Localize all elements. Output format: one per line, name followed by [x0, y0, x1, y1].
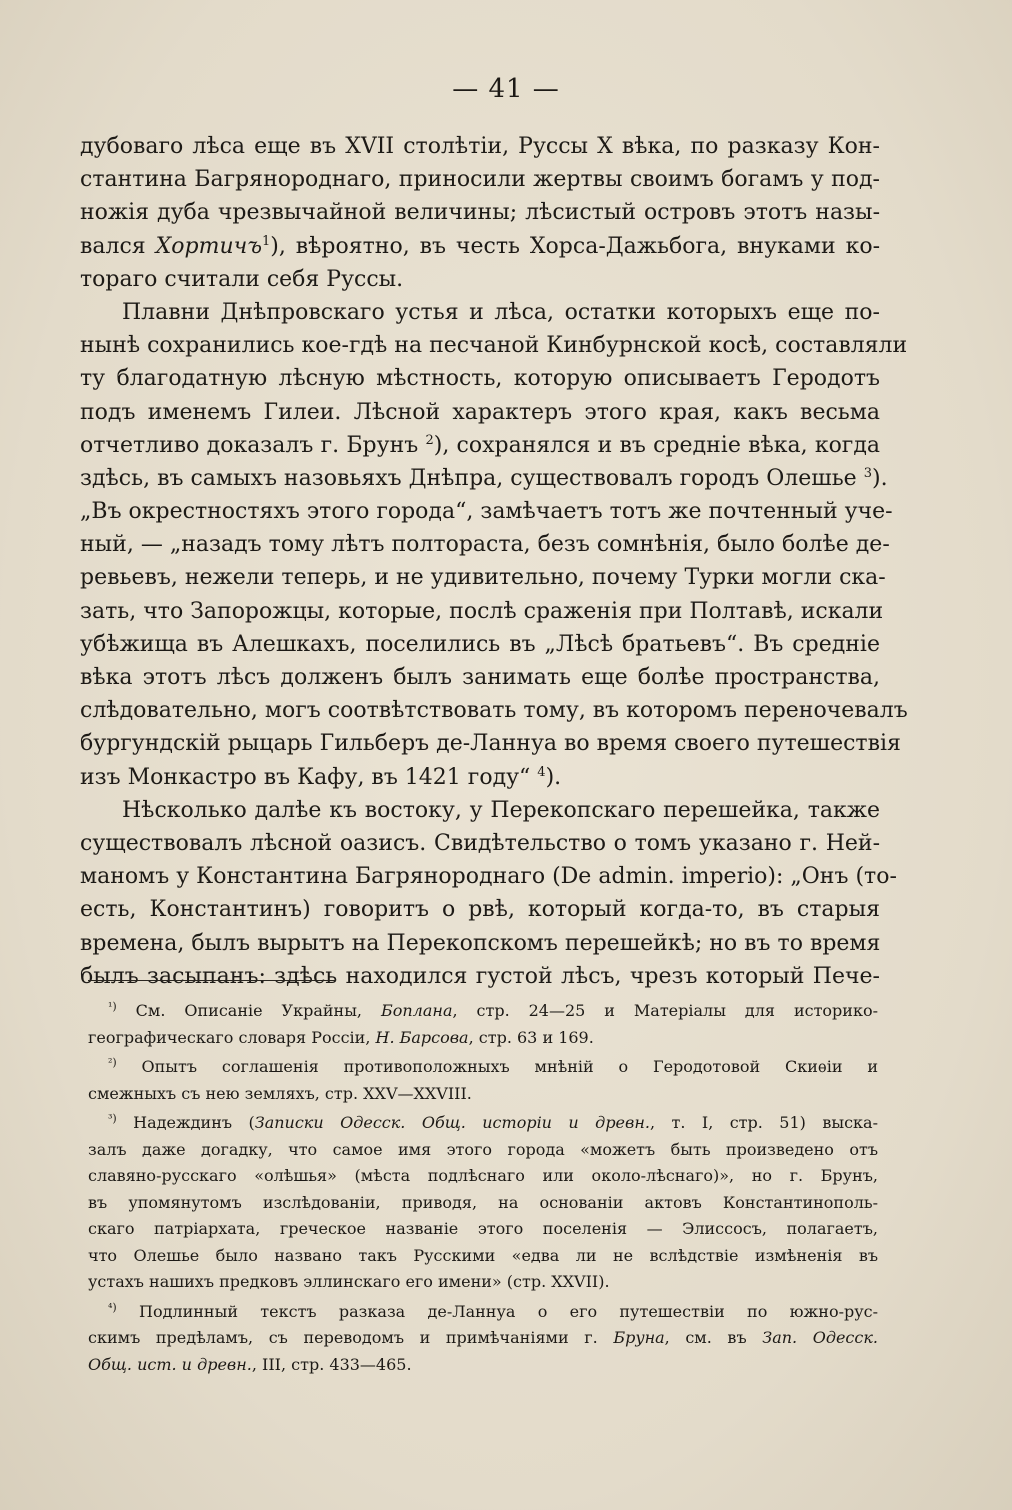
italic-term: Хортичъ [155, 233, 262, 259]
footnote-line: географическаго словаря Россіи, Н. Барсова, стр. 63 и 169. [88, 1027, 594, 1047]
italic-citation: Н. Барсова [375, 1027, 469, 1047]
text-line: „Въ окрестностяхъ этого города“, замѣчаетъ тотъ же почтенный уче- [80, 499, 893, 525]
text-line: стантина Багрянороднаго, приносили жертвы своимъ богамъ у под- [80, 167, 880, 193]
footnote-divider [88, 980, 336, 981]
text-line: здѣсь, въ самыхъ назовьяхъ Днѣпра, существовалъ городъ Олешье $^3$). [80, 465, 888, 491]
text-line: тораго считали себя Руссы. [80, 266, 404, 292]
footnote-line: смежныхъ съ нею земляхъ, стр. XXV—XXVIII. [88, 1083, 472, 1103]
footnote-line: въ упомянутомъ изслѣдованіи, приводя, на основаніи актовъ Константинополь- [88, 1192, 878, 1212]
footnote-line: славяно-русскаго «олѣшья» (мѣста подлѣснаго или около-лѣснаго)», но г. Брунъ, [88, 1166, 878, 1185]
footnotes [88, 995, 878, 1378]
text-line: ту благодатную лѣсную мѣстность, которую описываетъ Геродотъ [80, 366, 880, 392]
main-text [80, 130, 908, 993]
text-line: былъ засыпанъ: здѣсь находился густой лѣсъ, чрезъ который Пече- [80, 963, 880, 989]
footnote-line: $^{^2)}$ Опытъ соглашенія противоположныхъ мнѣній о Геродотовой Скиѳіи и [108, 1056, 878, 1076]
text-line: Плавни Днѣпровскаго устья и лѣса, остатки которыхъ еще по- [122, 299, 880, 325]
footnote-reference: 4 [537, 764, 546, 780]
footnote-line: Общ. ист. и древн., III, стр. 433—465. [88, 1354, 412, 1374]
footnote-marker: ³) [108, 1112, 117, 1125]
text-line: существовалъ лѣсной оазисъ. Свидѣтельство о томъ указано г. Ней- [80, 830, 880, 856]
text-line: подъ именемъ Гилеи. Лѣсной характеръ этого края, какъ весьма [80, 399, 880, 425]
footnote-line: скимъ предѣламъ, съ переводомъ и примѣчаніями г. Бруна, см. въ Зап. Одесск. [88, 1328, 878, 1347]
footnote-line: $^{^1)}$ См. Описаніе Украйны, Боплана, стр. 24—25 и Матеріалы для историко- [108, 1000, 879, 1020]
footnote-reference: 3 [863, 465, 872, 481]
footnote-reference: 1 [261, 233, 271, 249]
text-line: отчетливо доказалъ г. Брунъ $^2$), сохранялся и въ средніе вѣка, когда [80, 432, 880, 458]
footnote-reference: 2 [425, 432, 434, 448]
footnote-line: $^{^3)}$ Надеждинъ (Записки Одесск. Общ. исторіи и древн., т. I, стр. 51) выска- [108, 1112, 878, 1132]
text-line: дубоваго лѣса еще въ XVII столѣтіи, Руссы X вѣка, по разказу Кон- [80, 134, 880, 159]
text-line: зать, что Запорожцы, которые, послѣ сраженія при Полтавѣ, искали [80, 598, 884, 624]
text-line: есть, Константинъ) говоритъ о рвѣ, который когда-то, въ старыя [80, 897, 880, 923]
italic-citation: Зап. Одесск. [762, 1328, 878, 1347]
text-line: убѣжища въ Алешкахъ, поселились въ „Лѣсѣ братьевъ“. Въ средніе [80, 631, 880, 657]
text-line: времена, былъ вырытъ на Перекопскомъ перешейкѣ; но въ то время [80, 930, 881, 956]
text-line: ный, — „назадъ тому лѣтъ полтораста, безъ сомнѣнія, было болѣе де- [80, 532, 890, 558]
page-number: — 41 — [452, 74, 560, 104]
text-line: изъ Монкастро въ Кафу, въ 1421 году“ $^4$). [80, 764, 562, 790]
text-line: ревьевъ, нежели теперь, и не удивительно, почему Турки могли ска- [80, 565, 886, 591]
text-line: вѣка этотъ лѣсъ долженъ былъ занимать еще болѣе пространства, [80, 665, 880, 690]
footnote-marker: ¹) [108, 1000, 117, 1013]
text-line: маномъ у Константина Багрянороднаго (De admin. imperio): „Онъ (то- [80, 864, 897, 890]
footnote-line: залъ даже догадку, что самое имя этого города «можетъ быть произведено отъ [88, 1139, 878, 1159]
italic-citation: Боплана [380, 1001, 453, 1020]
italic-citation: Общ. ист. и древн. [88, 1354, 252, 1374]
text-line: слѣдовательно, могъ соотвѣтствовать тому, въ которомъ переночевалъ [80, 698, 908, 724]
text-line: Нѣсколько далѣе къ востоку, у Перекопскаго перешейка, также [122, 797, 880, 823]
footnote-line: что Олешье было названо такъ Русскими «едва ли не вслѣдствіе измѣненія въ [88, 1245, 878, 1265]
italic-citation: Бруна [613, 1328, 665, 1347]
italic-citation: Записки Одесск. Общ. исторіи и древн. [254, 1113, 650, 1132]
footnote-line: устахъ нашихъ предковъ эллинскаго его имени» (стр. XXVII). [88, 1272, 610, 1291]
text-line: нынѣ сохранились кое-гдѣ на песчаной Кинбурнской косѣ, составляли [80, 333, 908, 359]
footnote-line: $^{^4)}$ Подлинный текстъ разказа де-Ланнуа о его путешествіи по южно-рус- [108, 1300, 878, 1321]
footnote-marker: ²) [108, 1056, 117, 1069]
text-line: бургундскій рыцарь Гильберъ де-Ланнуа во время своего путешествія [80, 731, 901, 757]
footnote-line: скаго патріархата, греческое названіе этого поселенія — Элиссосъ, полагаетъ, [88, 1219, 878, 1238]
text-line: ножія дуба чрезвычайной величины; лѣсистый островъ этотъ назы- [80, 200, 880, 226]
text-line: вался Хортичъ$^1$), вѣроятно, въ честь Хорса-Дажьбога, внуками ко- [80, 233, 881, 259]
footnote-marker: ⁴) [108, 1300, 117, 1314]
